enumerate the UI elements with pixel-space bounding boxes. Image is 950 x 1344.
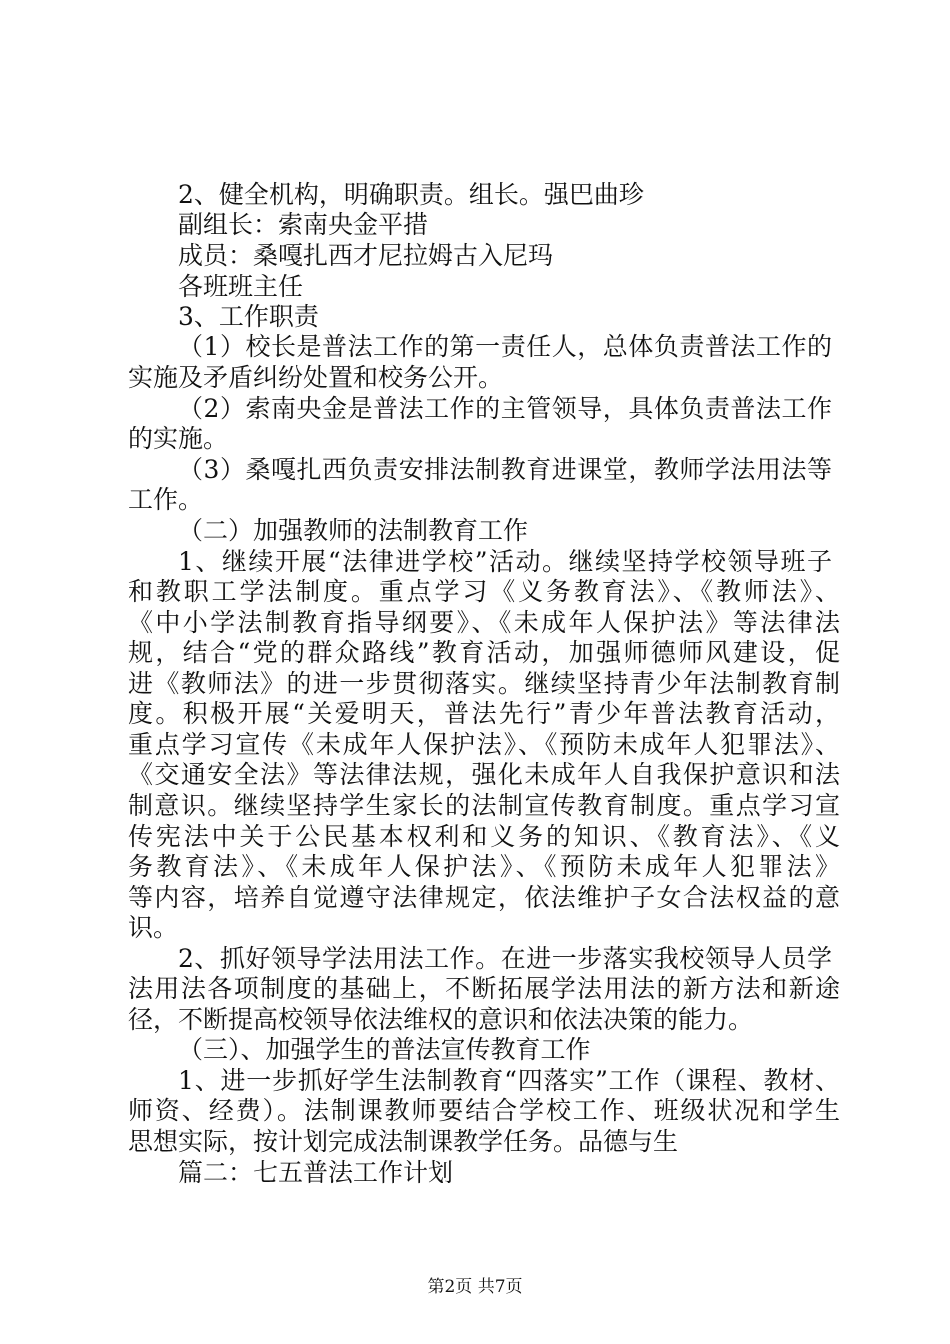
paragraph-line: 2、健全机构，明确职责。组长。强巴曲珍	[178, 180, 644, 209]
paragraph-line: 度。积极开展“关爱明天，普法先行”青少年普法教育活动，	[128, 699, 840, 728]
paragraph-line: 各班班主任	[178, 272, 304, 301]
paragraph-line: 识。	[128, 913, 179, 942]
paragraph-line: （1）校长是普法工作的第一责任人，总体负责普法工作的	[178, 332, 832, 361]
page-number-footer: 第2页 共7页	[427, 1277, 523, 1297]
paragraph-line: 1、进一步抓好学生法制教育“四落实”工作（课程、教材、	[178, 1066, 840, 1095]
paragraph-line: 2、抓好领导学法用法工作。在进一步落实我校领导人员学	[178, 944, 832, 973]
paragraph-line: 径，不断提高校领导依法维权的意识和依法决策的能力。	[128, 1005, 754, 1034]
section-heading: （二）加强教师的法制教育工作	[178, 516, 529, 545]
paragraph-line: 实施及矛盾纠纷处置和校务公开。	[128, 363, 504, 392]
paragraph-line: 重点学习宣传《未成年人保护法》、《预防未成年人犯罪法》、	[128, 730, 840, 759]
paragraph-line: 的实施。	[128, 424, 229, 453]
paragraph-line: 工作。	[128, 485, 204, 514]
paragraph-line: 传宪法中关于公民基本权利和义务的知识、《教育法》、《义	[128, 822, 840, 851]
paragraph-line: 和教职工学法制度。重点学习《义务教育法》、《教师法》、	[128, 577, 840, 606]
paragraph-line: （2）索南央金是普法工作的主管领导，具体负责普法工作	[178, 394, 832, 423]
paragraph-line: 《中小学法制教育指导纲要》、《未成年人保护法》等法律法	[128, 608, 840, 637]
paragraph-line: 务教育法》、《未成年人保护法》、《预防未成年人犯罪法》	[128, 852, 840, 881]
paragraph-line: 成员：桑嘎扎西才尼拉姆古入尼玛	[178, 241, 554, 270]
paragraph-line: 等内容，培养自觉遵守法律规定，依法维护子女合法权益的意	[128, 883, 840, 912]
section-heading: （三）、加强学生的普法宣传教育工作	[178, 1035, 591, 1064]
paragraph-line: 法用法各项制度的基础上，不断拓展学法用法的新方法和新途	[128, 974, 840, 1003]
section-heading: 篇二：七五普法工作计划	[178, 1158, 454, 1187]
paragraph-line: 《交通安全法》等法律法规，强化未成年人自我保护意识和法	[128, 760, 840, 789]
paragraph-line: 制意识。继续坚持学生家长的法制宣传教育制度。重点学习宣	[128, 791, 840, 820]
paragraph-line: 规，结合“党的群众路线”教育活动，加强师德师风建设，促	[128, 638, 840, 667]
paragraph-line: 1、继续开展“法律进学校”活动。继续坚持学校领导班子	[178, 547, 832, 576]
paragraph-line: （3）桑嘎扎西负责安排法制教育进课堂，教师学法用法等	[178, 455, 832, 484]
paragraph-line: 进《教师法》的进一步贯彻落实。继续坚持青少年法制教育制	[128, 669, 840, 698]
paragraph-line: 思想实际，按计划完成法制课教学任务。品德与生	[128, 1127, 679, 1156]
section-heading: 3、工作职责	[178, 302, 319, 331]
paragraph-line: 副组长：索南央金平措	[178, 210, 429, 239]
paragraph-line: 师资、经费）。法制课教师要结合学校工作、班级状况和学生	[128, 1096, 840, 1125]
